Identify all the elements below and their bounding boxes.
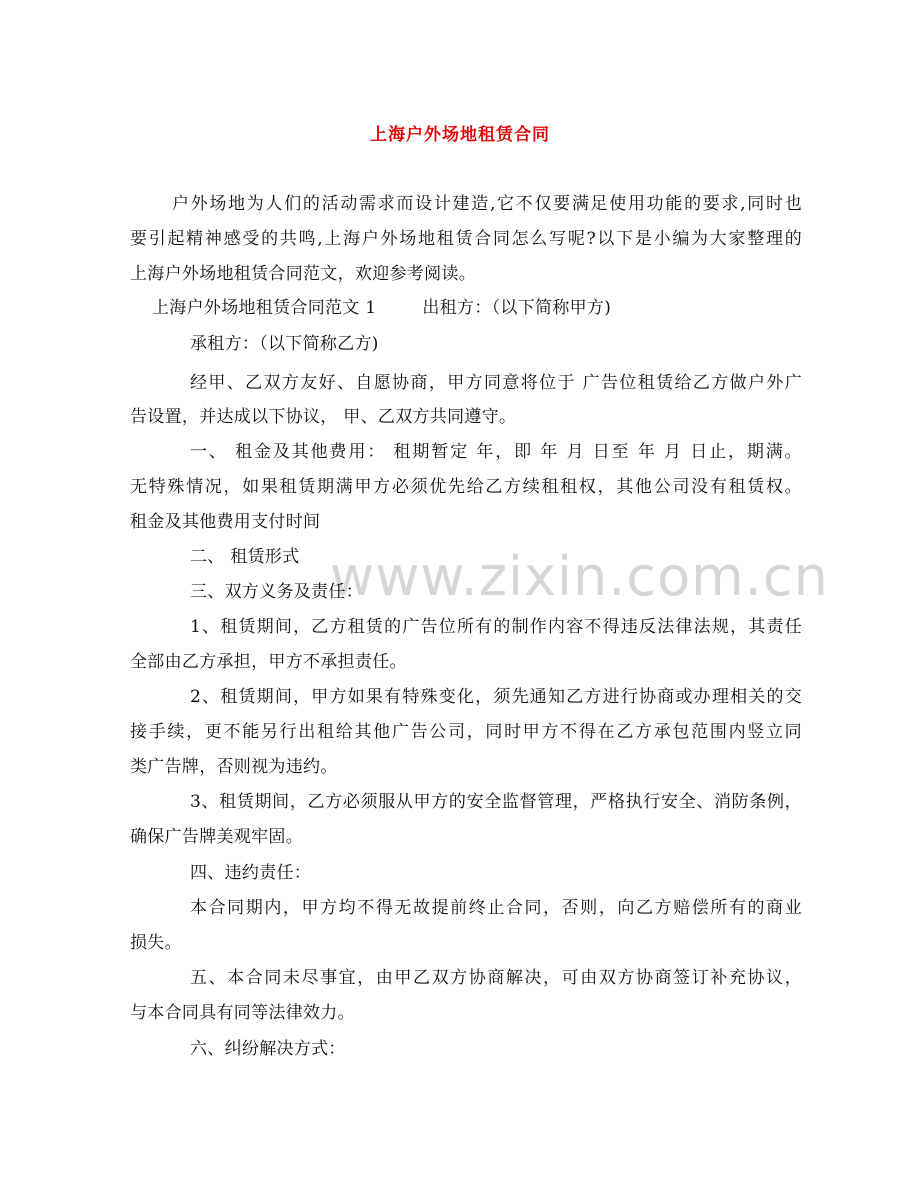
- text-line: 无特殊情况，如果租赁期满甲方必须优先给乙方续租租权，其他公司没有租赁权。: [130, 477, 802, 497]
- text-line: 本合同期内，甲方均不得无故提前终止合同，否则，向乙方赔偿所有的商业: [190, 898, 802, 918]
- text-line: 经甲、乙双方友好、自愿协商，甲方同意将位于 广告位租赁给乙方做户外广: [190, 373, 802, 393]
- text-line: 全部由乙方承担，甲方不承担责任。: [130, 652, 407, 672]
- text-line: 3、租赁期间，乙方必须服从甲方的安全监督管理，严格执行安全、消防条例，: [190, 792, 802, 812]
- text-line: 户外场地为人们的活动需求而设计建造,它不仅要满足使用功能的要求,同时也: [172, 194, 802, 214]
- section-heading-line: [152, 296, 824, 320]
- text-line: 类广告牌，否则视为违约。: [130, 757, 338, 777]
- text-line: 损失。: [130, 933, 182, 953]
- text-line: 2、租赁期间，甲方如果有特殊变化，须先通知乙方进行协商或办理相关的交: [190, 687, 802, 707]
- text-line: 告设置，并达成以下协议， 甲、乙双方共同遵守。: [130, 407, 517, 427]
- text-line: 与本合同具有同等法律效力。: [130, 1003, 355, 1023]
- watermark: www.zixin.com.cn: [330, 545, 829, 608]
- text-line: 上海户外场地租赁合同范文，欢迎参考阅读。: [130, 264, 476, 284]
- text-line: 六、纠纷解决方式：: [190, 1039, 346, 1059]
- text-line: 确保广告牌美观牢固。: [130, 827, 303, 847]
- text-line: 1、租赁期间，乙方租赁的广告位所有的制作内容不得违反法律法规，其责任: [190, 617, 802, 637]
- text-line: 承租方：（以下简称乙方): [190, 334, 379, 354]
- text-line: 三、双方义务及责任：: [190, 582, 363, 602]
- text-line: 租金及其他费用支付时间: [130, 512, 321, 532]
- lessor-label: 出租方：（以下简称甲方): [422, 298, 612, 318]
- text-line: 一、 租金及其他费用： 租期暂定 年，即 年 月 日至 年 月 日止，期满。: [190, 442, 802, 462]
- sample-heading: 上海户外场地租赁合同范文 1: [152, 298, 377, 318]
- text-line: 二、 租赁形式: [190, 547, 300, 567]
- text-line: 接手续，更不能另行出租给其他广告公司，同时甲方不得在乙方承包范围内竖立同: [130, 722, 802, 742]
- document-title: 上海户外场地租赁合同: [370, 125, 550, 145]
- text-line: 要引起精神感受的共鸣,上海户外场地租赁合同怎么写呢?以下是小编为大家整理的: [130, 229, 802, 249]
- text-line: 四、违约责任：: [190, 863, 312, 883]
- text-line: 五、本合同未尽事宜，由甲乙双方协商解决，可由双方协商签订补充协议，: [190, 968, 802, 988]
